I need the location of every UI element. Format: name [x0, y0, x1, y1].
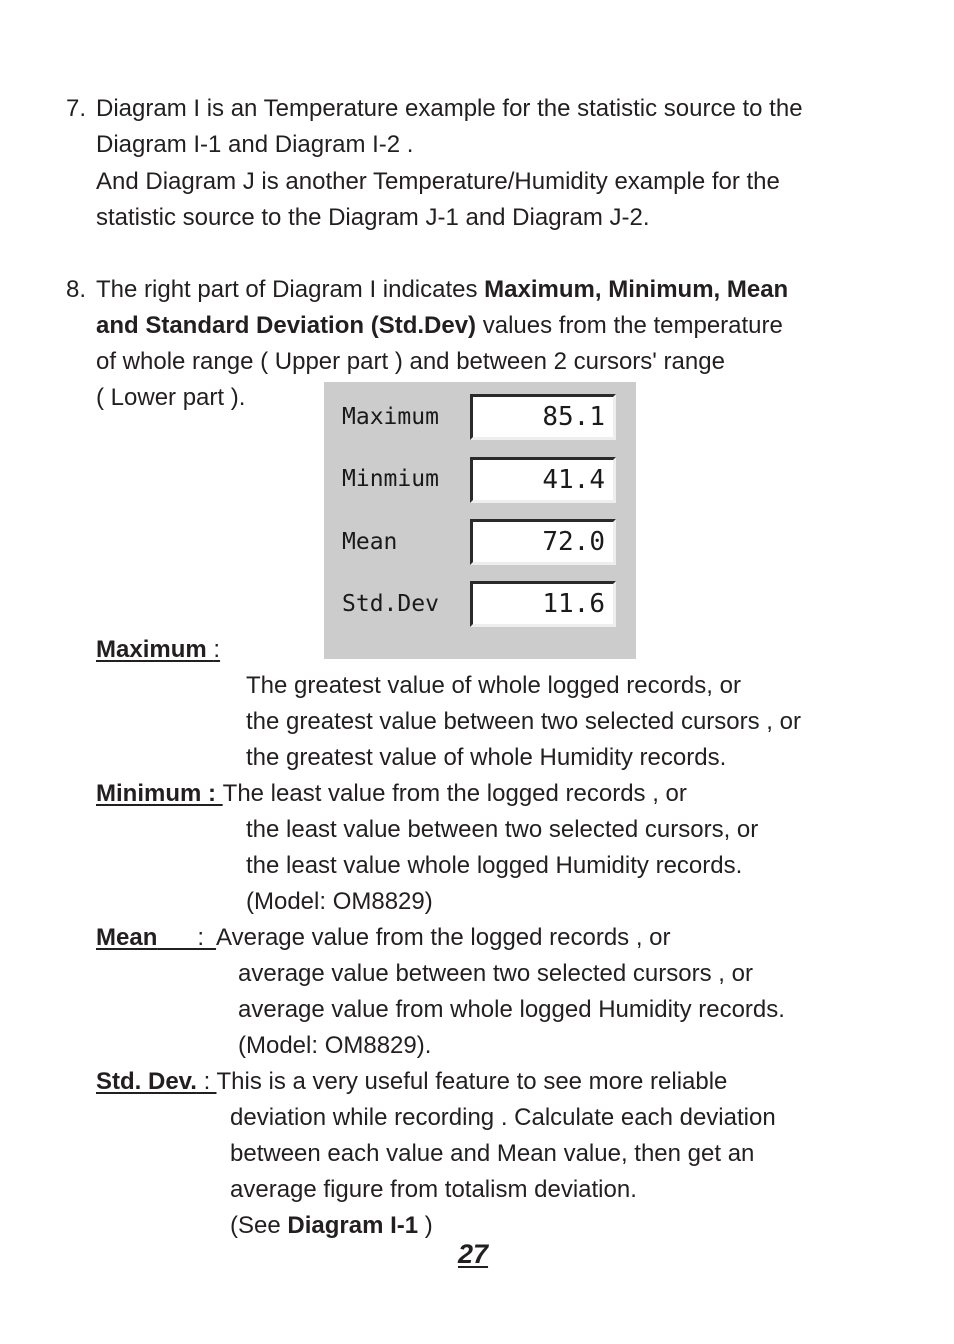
item-8-line-2-bold: and Standard Deviation (Std.Dev)	[96, 312, 477, 339]
item-8-number: 8.	[66, 276, 87, 303]
item-7-line-2: Diagram I-1 and Diagram I-2 .	[96, 131, 414, 158]
def-stddev-heading	[96, 1064, 727, 1100]
def-maximum-colon: :	[213, 636, 221, 663]
item-8-line-2	[96, 308, 783, 344]
def-stddev-sep: :	[196, 1068, 217, 1095]
item-7-line-1: Diagram I is an Temperature example for the statistic source to the	[96, 95, 803, 122]
def-stddev-line-1: This is a very useful feature to see more reliable	[216, 1068, 728, 1095]
stats-panel	[324, 382, 636, 659]
def-mean-sep: :	[157, 924, 217, 951]
def-minimum-line-2: the least value between two selected cursors, or	[246, 816, 759, 843]
def-maximum-heading	[96, 632, 220, 668]
stat-field-mean	[470, 519, 616, 565]
stat-field-stddev	[470, 581, 616, 627]
item-8-line-1-bold: Maximum, Minimum, Mean	[484, 276, 789, 303]
stat-value-mean: 72.0	[542, 527, 605, 557]
def-mean-line-1: Average value from the logged records , or	[216, 924, 671, 951]
stat-value-maximum: 85.1	[542, 402, 605, 432]
item-7-line-4: statistic source to the Diagram J-1 and Diagram J-2.	[96, 204, 650, 231]
item-8-line-1	[96, 272, 788, 308]
def-maximum-line-1: The greatest value of whole logged records, or	[246, 672, 741, 699]
def-stddev-see-pre: (See	[230, 1212, 288, 1239]
stat-value-stddev: 11.6	[542, 589, 605, 619]
def-stddev-line-2: deviation while recording . Calculate each deviation	[230, 1104, 776, 1131]
stat-label-maximum: Maximum	[342, 404, 439, 430]
item-8-line-4: ( Lower part ).	[96, 384, 246, 411]
def-stddev-term: Std. Dev.	[96, 1068, 197, 1095]
page-number	[458, 1236, 488, 1272]
stat-label-mean: Mean	[342, 529, 398, 555]
stat-label-stddev: Std.Dev	[342, 591, 439, 617]
def-minimum-line-3: the least value whole logged Humidity records.	[246, 852, 743, 879]
def-maximum-term: Maximum	[96, 636, 214, 663]
page-number-text: 27	[458, 1239, 489, 1269]
def-stddev-see-bold: Diagram I-1	[287, 1212, 419, 1239]
item-8-line-2-text: values from the temperature	[476, 312, 783, 339]
def-minimum-term: Minimum :	[96, 780, 223, 807]
def-minimum-heading	[96, 776, 687, 812]
item-7-number: 7.	[66, 95, 87, 122]
def-stddev-line-3: between each value and Mean value, then get an	[230, 1140, 755, 1167]
item-8-line-1-text: The right part of Diagram I indicates	[96, 276, 485, 303]
def-stddev-line-4: average figure from totalism deviation.	[230, 1176, 637, 1203]
def-maximum-line-2: the greatest value between two selected cursors , or	[246, 708, 801, 735]
def-mean-line-4: (Model: OM8829).	[238, 1032, 432, 1059]
item-8-line-3: of whole range ( Upper part ) and between 2 cursors' range	[96, 348, 725, 375]
item-7-line-3: And Diagram J is another Temperature/Humidity example for the	[96, 168, 780, 195]
def-stddev-see-post: )	[418, 1212, 433, 1239]
def-minimum-line-4: (Model: OM8829)	[246, 888, 433, 915]
def-stddev-see-reference	[230, 1208, 433, 1244]
def-maximum-line-3: the greatest value of whole Humidity records.	[246, 744, 727, 771]
def-minimum-line-1: The least value from the logged records , or	[222, 780, 687, 807]
def-mean-term: Mean	[96, 924, 158, 951]
stat-value-minimum: 41.4	[542, 465, 605, 495]
def-mean-line-3: average value from whole logged Humidity records.	[238, 996, 785, 1023]
def-mean-line-2: average value between two selected cursors , or	[238, 960, 753, 987]
def-mean-heading	[96, 920, 671, 956]
stat-field-minimum	[470, 457, 616, 503]
stat-field-maximum	[470, 394, 616, 440]
stat-label-minimum: Minmium	[342, 466, 439, 492]
